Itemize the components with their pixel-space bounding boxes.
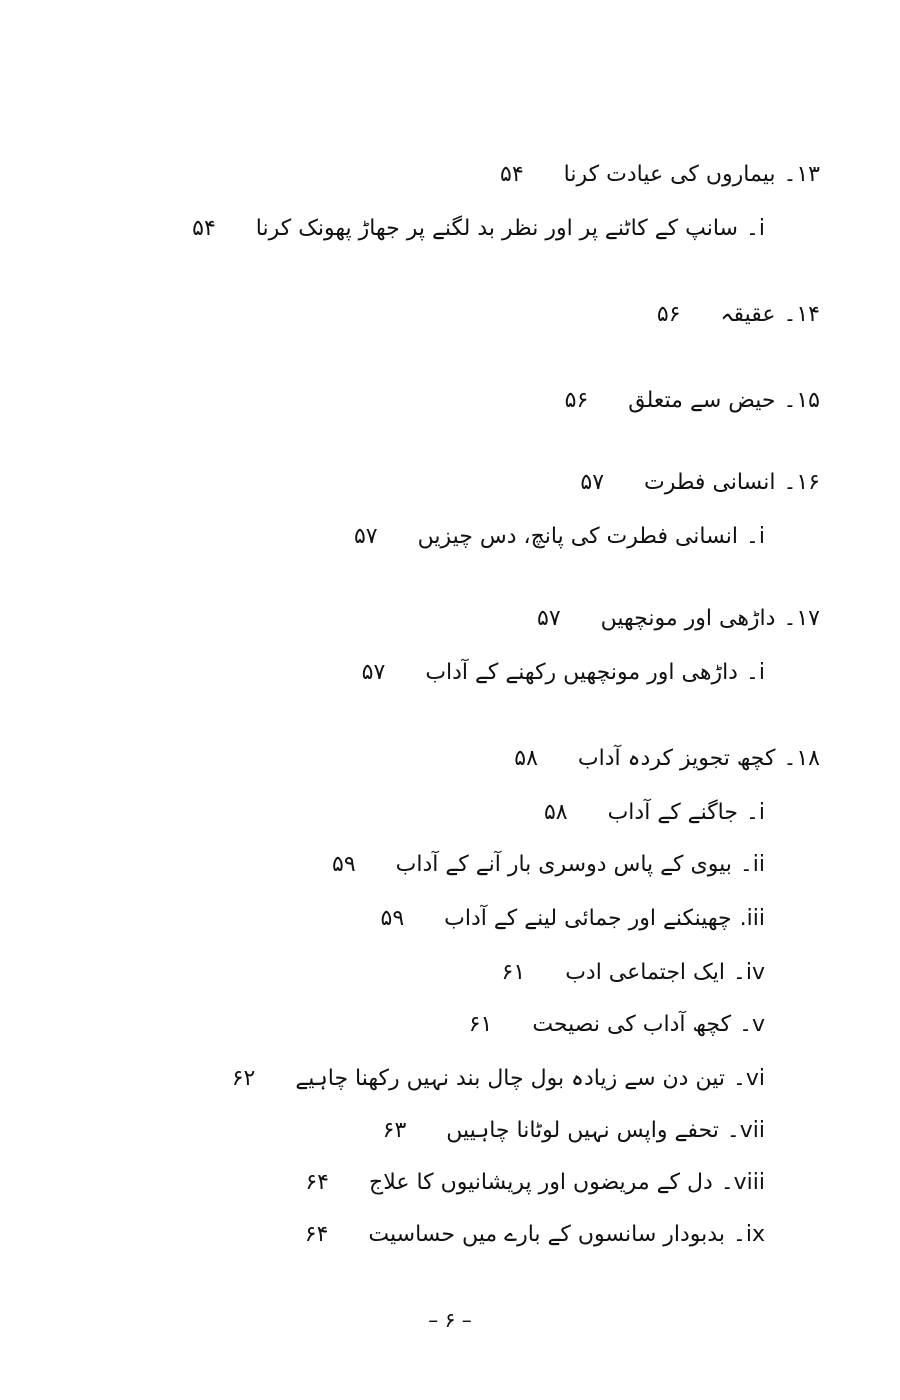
toc-number: i۔ <box>745 524 765 549</box>
toc-number: ۱۸۔ <box>783 746 820 771</box>
toc-title: ایک اجتماعی ادب <box>565 960 725 985</box>
toc-page-number: ۶۴ <box>304 1222 329 1247</box>
toc-page-number: ۵۷ <box>537 606 561 631</box>
toc-page-number: ۵۶ <box>656 302 681 327</box>
toc-number: viii۔ <box>720 1170 765 1195</box>
toc-number: ۱۷۔ <box>783 606 820 631</box>
toc-number: vii۔ <box>726 1118 765 1143</box>
toc-title: عقیقہ <box>720 302 776 327</box>
toc-title: انسانی فطرت <box>644 470 776 495</box>
toc-title: داڑھی اور مونچھیں <box>600 606 776 631</box>
toc-title: کچھ تجویز کردہ آداب <box>577 746 776 771</box>
toc-entry-15 <box>565 386 820 416</box>
toc-page-number: ۵۷ <box>361 660 386 685</box>
toc-page-number: ۵۶ <box>564 388 589 413</box>
toc-entry-13 <box>500 160 820 190</box>
toc-entry-18-vii <box>383 1116 765 1146</box>
toc-entry-14 <box>657 300 820 330</box>
toc-title: دل کے مریضوں اور پریشانیوں کا علاج <box>369 1170 713 1195</box>
toc-entry-18-iii <box>381 904 765 934</box>
toc-page-number: ۶۴ <box>305 1170 329 1195</box>
toc-number: i۔ <box>745 216 765 241</box>
toc-title: تحفے واپس نہیں لوٹانا چاہییں <box>446 1118 719 1143</box>
toc-number: ۱۶۔ <box>783 470 820 495</box>
toc-page-number: ۶۲ <box>231 1066 256 1091</box>
toc-entry-16 <box>580 468 820 498</box>
toc-page-number: ۵۴ <box>500 162 524 187</box>
page-footer-number: – ۶ – <box>428 1308 472 1332</box>
toc-title: کچھ آداب کی نصیحت <box>532 1012 732 1037</box>
toc-entry-18-iv <box>502 958 765 988</box>
toc-title: داڑھی اور مونچھیں رکھنے کے آداب <box>425 660 738 685</box>
toc-number: ۱۳۔ <box>783 162 820 187</box>
toc-page-number: ۵۸ <box>514 746 538 771</box>
toc-number: ix۔ <box>732 1222 765 1247</box>
toc-page-number: ۵۷ <box>580 470 605 495</box>
toc-entry-18-ix <box>305 1220 765 1250</box>
toc-title: بیماروں کی عیادت کرنا <box>563 162 776 187</box>
toc-number: ii۔ <box>739 852 765 877</box>
toc-number: iv۔ <box>732 960 765 985</box>
toc-entry-18-v <box>469 1010 765 1040</box>
toc-page-number: ۶۱ <box>501 960 526 985</box>
toc-entry-18-ii <box>332 850 765 880</box>
toc-number: vi۔ <box>732 1066 765 1091</box>
toc-entry-17-i <box>362 658 765 688</box>
toc-number: i۔ <box>745 660 765 685</box>
toc-entry-18-i <box>544 798 765 828</box>
toc-title: تین دن سے زیادہ بول چال بند نہیں رکھنا چاہیے <box>295 1066 725 1091</box>
toc-entry-18 <box>514 744 820 774</box>
toc-title: بیوی کے پاس دوسری بار آنے کے آداب <box>395 852 732 877</box>
toc-number: ۱۵۔ <box>783 388 820 413</box>
toc-title: حیض سے متعلق <box>628 388 776 413</box>
toc-entry-17 <box>537 604 820 634</box>
toc-number: i۔ <box>745 800 765 825</box>
toc-page-number: ۵۸ <box>543 800 568 825</box>
toc-number: v۔ <box>739 1012 765 1037</box>
toc-title: سانپ کے کاٹنے پر اور نظر بد لگنے پر جھاڑ پھونک کرنا <box>255 216 738 241</box>
toc-title: جاگنے کے آداب <box>607 800 738 825</box>
toc-page-number: ۶۱ <box>468 1012 493 1037</box>
toc-page-number: ۵۹ <box>332 852 356 877</box>
toc-title: بدبودار سانسوں کے بارے میں حساسیت <box>368 1222 725 1247</box>
toc-title: چھینکنے اور جمائی لینے کے آداب <box>444 906 732 931</box>
toc-page-number: ۵۴ <box>192 216 216 241</box>
toc-entry-16-i <box>354 522 765 552</box>
toc-title: انسانی فطرت کی پانچ، دس چیزیں <box>417 524 738 549</box>
toc-number: ۱۴۔ <box>783 302 820 327</box>
toc-page-number: ۶۳ <box>382 1118 407 1143</box>
toc-page-number: ۵۷ <box>353 524 378 549</box>
toc-number: iii. <box>739 906 765 931</box>
toc-entry-18-vi <box>232 1064 765 1094</box>
toc-entry-13-i <box>192 214 765 244</box>
toc-page-number: ۵۹ <box>380 906 405 931</box>
toc-entry-18-viii <box>305 1168 765 1198</box>
